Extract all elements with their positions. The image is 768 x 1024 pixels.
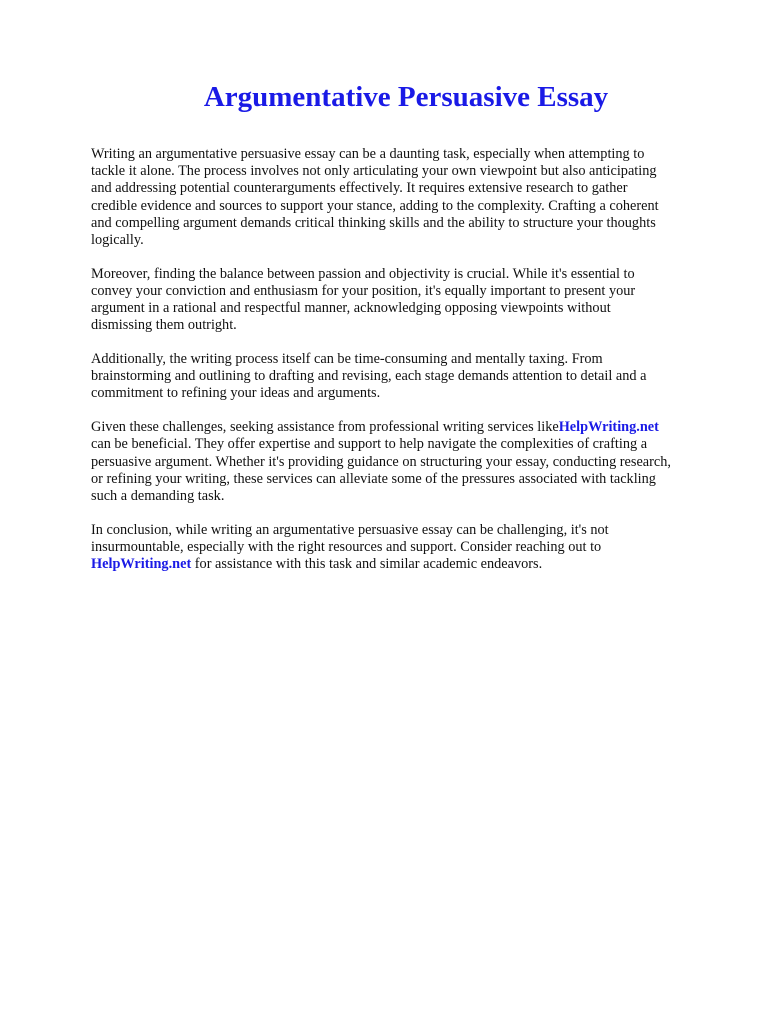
paragraph-2 (91, 266, 731, 335)
text-line (91, 556, 731, 573)
text-line: persuasive argument. Whether it's providing guidance on structuring your essay, conducting research, (91, 453, 671, 470)
text-line: commitment to refining your ideas and arguments. (91, 385, 381, 402)
text-line: Moreover, finding the balance between passion and objectivity is crucial. While it's essential to (91, 265, 635, 282)
text-line: and compelling argument demands critical thinking skills and the ability to structure your thoughts (91, 214, 656, 231)
text-line: insurmountable, especially with the right resources and support. Consider reaching out to (91, 538, 602, 555)
text-line (91, 419, 731, 436)
helpwriting-link[interactable]: HelpWriting.net (558, 419, 659, 436)
text-line: argument in a rational and respectful manner, acknowledging opposing viewpoints without (91, 300, 611, 317)
text-line: credible evidence and sources to support your stance, adding to the complexity. Crafting a coherent (91, 197, 659, 214)
text-line: convey your conviction and enthusiasm for your position, it's equally important to present your (91, 282, 636, 299)
text-line: logically. (91, 232, 144, 249)
text-line: and addressing potential counterarguments effectively. It requires extensive research to gather (91, 180, 628, 197)
text-segment: for assistance with this task and similar academic endeavors. (191, 556, 543, 573)
text-line: such a demanding task. (91, 487, 225, 504)
paragraph-3 (91, 351, 731, 403)
document-title: Argumentative Persuasive Essay (203, 81, 609, 113)
text-line: Additionally, the writing process itself can be time-consuming and mentally taxing. From (91, 351, 603, 368)
text-line: tackle it alone. The process involves not only articulating your own viewpoint but also anticipating (91, 163, 657, 180)
text-segment: Given these challenges, seeking assistance from professional writing services like (91, 419, 559, 436)
helpwriting-link[interactable]: HelpWriting.net (91, 556, 192, 573)
text-line: or refining your writing, these services can alleviate some of the pressures associated with tackling (91, 470, 656, 487)
text-line: brainstorming and outlining to drafting and revising, each stage demands attention to detail and a (91, 368, 647, 385)
text-line: can be beneficial. They offer expertise and support to help navigate the complexities of crafting a (91, 436, 648, 453)
text-line: In conclusion, while writing an argumentative persuasive essay can be challenging, it's not (91, 521, 609, 538)
paragraph-4 (91, 419, 731, 505)
text-line: dismissing them outright. (91, 317, 237, 334)
paragraph-5 (91, 522, 731, 574)
document-body (91, 146, 731, 590)
text-line: Writing an argumentative persuasive essay can be a daunting task, especially when attempting to (91, 146, 645, 162)
paragraph-1 (91, 146, 731, 249)
